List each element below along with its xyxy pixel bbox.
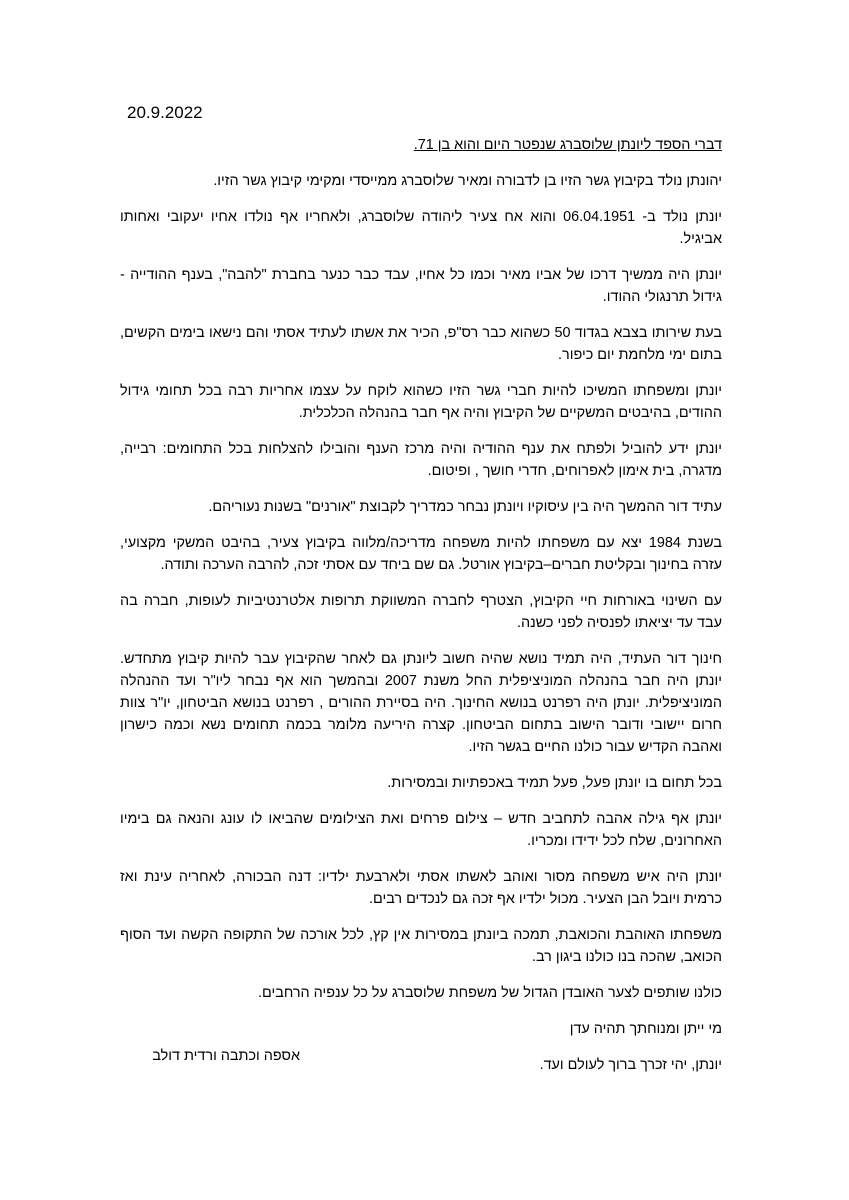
- paragraph: יונתן ומשפחתו המשיכו להיות חברי גשר הזיו כשהוא לוקח על עצמו אחריות רבה בכל תחומי גידול ההודים, בהיבטים המשקיים של הקיבוץ והיה אף חבר בהנהלה הכלכלית.: [120, 383, 722, 421]
- paragraph: יונתן היה ממשיך דרכו של אביו מאיר וכמו כל אחיו, עבד כבר כנער בחברת "להבה", בענף ההודייה - גידול תרנגולי ההודו.: [120, 267, 722, 305]
- paragraph: יונתן נולד ב- 06.04.1951 והוא אח צעיר ליהודה שלוסברג, ולאחריו אף נולדו אחיו יעקובי ואחותו אביגיל.: [120, 209, 722, 247]
- paragraph: יהונתן נולד בקיבוץ גשר הזיו בן לדבורה ומאיר שלוסברג ממייסדי ומקימי קיבוץ גשר הזיו.: [213, 173, 722, 189]
- paragraph: חינוך דור העתיד, היה תמיד נושא שהיה חשוב ליונתן גם לאחר שהקיבוץ עבר להיות קיבוץ מתחדש. יונתן היה חבר בהנהלה המוניציפלית החל משנת 2007 ובהמשך הוא אף נבחר ליו"ר ועד ההנהלה המוניציפלית. יונתן היה רפרנט בנושא החינוך. היה בסיירת ההורים , רפרנט בנושא הביטחון, יו"ר צוות חרום יישובי ודובר הישוב בתחום הביטחון. קצרה היריעה מלומר בכמה תחומים נשא וכמה כישרון ואהבה הקדיש עבור כולנו החיים בגשר הזיו.: [120, 651, 722, 755]
- paragraph: כולנו שותפים לצער האובדן הגדול של משפחת שלוסברג על כל ענפיה הרחבים.: [258, 985, 722, 1001]
- paragraph: עתיד דור ההמשך היה בין עיסוקיו ויונתן נבחר כמדריך לקבוצת "אורנים" בשנות נעוריהם.: [208, 499, 722, 515]
- paragraph: יונתן אף גילה אהבה לתחביב חדש – צילום פרחים ואת הצילומים שהביאו לו עונג והנאה גם בימיו האחרונים, שלח לכל ידידו ומכריו.: [120, 811, 722, 849]
- paragraph: בכל תחום בו יונתן פעל, פעל תמיד באכפתיות ובמסירות.: [387, 775, 722, 791]
- closing-line: מי ייתן ומנוחתך תהיה עדן: [569, 1021, 722, 1037]
- eulogy-body: [120, 134, 722, 1090]
- paragraph: בשנת 1984 יצא עם משפחתו להיות משפחה מדריכה/מלווה בקיבוץ צעיר, בהיבט המשקי מקצועי, עזרה בחינוך ובקליטת חברים–בקיבוץ אורטל. גם שם ביחד עם אסתי זכה, להרבה הערכה ותודה.: [120, 535, 722, 573]
- author-signature: אספה וכתבה ורדית דולב: [152, 1048, 300, 1064]
- document-title: דברי הספד ליונתן שלוסברג שנפטר היום והוא בן 71.: [413, 137, 722, 153]
- paragraph: יונתן ידע להוביל ולפתח את ענף ההודיה והיה מרכז הענף והובילו להצלחות בכל התחומים: רבייה, מדגרה, בית אימון לאפרוחים, חדרי חושך , ופיטום.: [120, 441, 722, 479]
- paragraph: בעת שירותו בצבא בגדוד 50 כשהוא כבר רס"פ, הכיר את אשתו לעתיד אסתי והם נישאו בימים הקשים, בתום ימי מלחמת יום כיפור.: [120, 325, 722, 363]
- paragraph: עם השינוי באורחות חיי הקיבוץ, הצטרף לחברה המשווקת תרופות אלטרנטיביות לעופות, חברה בה עבד עד יציאתו לפנסיה לפני כשנה.: [120, 593, 722, 631]
- paragraph: יונתן היה איש משפחה מסור ואוהב לאשתו אסתי ולארבעת ילדיו: דנה הבכורה, לאחריה עינת ואז כרמית ויובל הבן הצעיר. מכול ילדיו אף זכה גם לנכדים רבים.: [120, 869, 722, 907]
- document-date: 20.9.2022: [127, 103, 203, 122]
- closing-line: יונתן, יהי זכרך ברוך לעולם ועד.: [539, 1057, 722, 1073]
- paragraph: משפחתו האוהבת והכואבת, תמכה ביונתן במסירות אין קץ, לכל אורכה של התקופה הקשה ועד הסוף הכואב, שהכה בנו כולנו ביגון רב.: [120, 927, 722, 965]
